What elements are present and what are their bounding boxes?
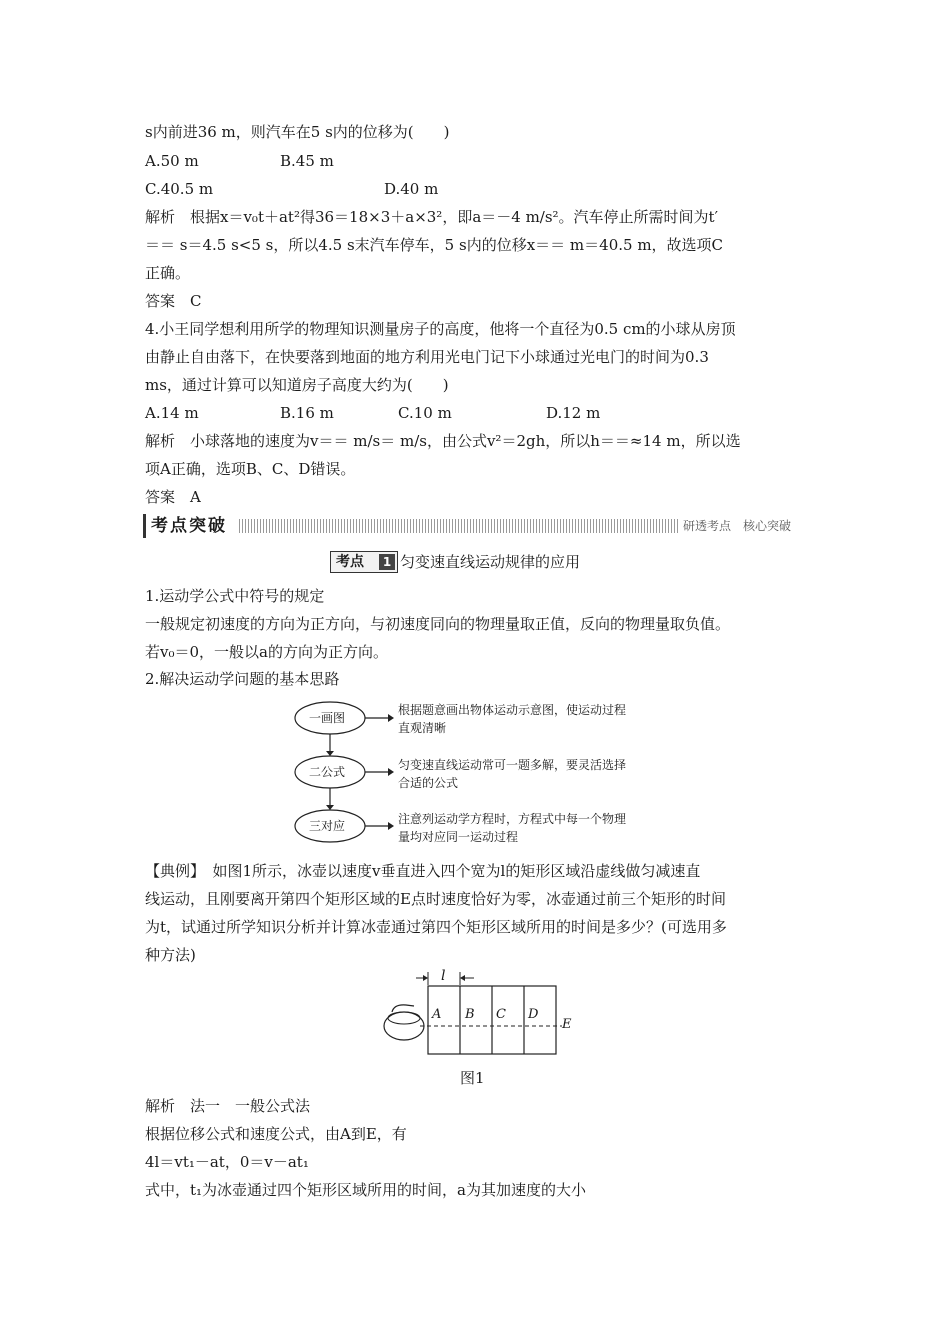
flow-step-2-desc: 合适的公式: [398, 776, 459, 790]
banner-subtitle: 研透考点 核心突破: [683, 519, 792, 533]
problem-4-text: 由静止自由落下，在快要落到地面的地方利用光电门记下小球通过光电门的时间为0.3: [145, 348, 709, 366]
solution-equation: 4l＝vt₁－at，0＝v－at₁: [145, 1153, 309, 1171]
solution-line: 项A正确，选项B、C、D错误。: [145, 460, 356, 478]
example-text: 线运动，且刚要离开第四个矩形区域的E点时速度恰好为零，冰壶通过前三个矩形的时间: [145, 890, 726, 908]
arrow-head: [388, 768, 394, 776]
solution-text: 根据位移公式和速度公式，由A到E，有: [145, 1125, 407, 1143]
problem-4-text: 4.小王同学想利用所学的物理知识测量房子的高度，他将一个直径为0.5 cm的小球从房顶: [145, 320, 736, 338]
solution-line: 解析 小球落地的速度为v＝＝ m/s＝ m/s，由公式v²＝2gh，所以h＝＝≈14 m，所以选: [145, 432, 741, 450]
point-label-e: E: [562, 1017, 572, 1032]
figure-caption: 图1: [460, 1069, 485, 1087]
topic-title: 匀变速直线运动规律的应用: [400, 553, 581, 571]
example-text: 为t，试通过所学知识分析并计算冰壶通过第四个矩形区域所用的时间是多少？(可选用多: [145, 918, 727, 936]
point-label-a: A: [432, 1007, 442, 1022]
topic-badge: [330, 551, 398, 573]
arrow-head: [388, 822, 394, 830]
option-c: C.40.5 m: [145, 180, 214, 198]
solution-heading: 解析 法一 一般公式法: [145, 1097, 311, 1115]
option-a: A.14 m: [145, 404, 199, 422]
example-text: 种方法): [145, 946, 196, 964]
topic-badge-label: 考点: [336, 554, 364, 570]
problem-3-text: s内前进36 m，则汽车在5 s内的位移为( ): [145, 123, 450, 141]
flow-step-2-desc: 匀变速直线运动常可一题多解，要灵活选择: [398, 758, 627, 772]
arrow-head: [326, 805, 334, 810]
point-label-b: B: [465, 1007, 475, 1022]
body-text: 一般规定初速度的方向为正方向，与初速度同向的物理量取正值，反向的物理量取负值。: [145, 615, 731, 633]
banner-divider: [239, 519, 679, 533]
option-d: D.40 m: [384, 180, 439, 198]
answer: 答案 A: [145, 488, 201, 506]
section-heading: 1.运动学公式中符号的规定: [145, 587, 325, 605]
curling-figure: [380, 968, 580, 1058]
section-heading: 2.解决运动学问题的基本思路: [145, 670, 340, 688]
flow-step-3-desc: 量均对应同一运动过程: [398, 830, 519, 844]
solution-line: 解析 根据x＝v₀t＋at²得36＝18×3＋a×3²，即a＝－4 m/s²。汽车停止所需时间为t′: [145, 208, 718, 226]
option-b: B.16 m: [280, 404, 334, 422]
curling-stone-icon: [384, 1005, 424, 1040]
option-a: A.50 m: [145, 152, 199, 170]
example-text: 【典例】 如图1所示，冰壶以速度v垂直进入四个宽为l的矩形区域沿虚线做匀减速直: [145, 862, 701, 880]
option-b: B.45 m: [280, 152, 334, 170]
option-d: D.12 m: [546, 404, 601, 422]
arrow-head: [388, 714, 394, 722]
body-text: 若v₀＝0，一般以a的方向为正方向。: [145, 643, 388, 661]
solution-line: ＝＝ s＝4.5 s<5 s，所以4.5 s末汽车停车，5 s内的位移x＝＝ m＝40.5 m，故选项C: [145, 236, 724, 254]
point-label-c: C: [496, 1007, 506, 1022]
flow-step-1-desc: 直观清晰: [398, 721, 447, 735]
answer: 答案 C: [145, 292, 202, 310]
solution-line: 正确。: [145, 264, 191, 282]
flow-step-2-label: 二公式: [309, 765, 346, 779]
arrow-head: [423, 975, 428, 981]
width-label: l: [441, 968, 446, 984]
topic-badge-number: 1: [379, 554, 395, 570]
section-banner: [143, 514, 813, 538]
flow-step-3-desc: 注意列运动学方程时，方程式中每一个物理: [398, 812, 627, 826]
arrow-head: [460, 975, 465, 981]
flow-step-1-desc: 根据题意画出物体运动示意图，使运动过程: [398, 703, 627, 717]
point-label-d: D: [528, 1007, 539, 1022]
banner-title: 考点突破: [143, 514, 233, 538]
flow-step-1-label: 一画图: [309, 711, 346, 725]
option-c: C.10 m: [398, 404, 452, 422]
arrow-head: [326, 751, 334, 756]
flow-step-3-label: 三对应: [309, 819, 346, 833]
solution-text: 式中，t₁为冰壶通过四个矩形区域所用的时间，a为其加速度的大小: [145, 1181, 586, 1199]
problem-4-text: ms，通过计算可以知道房子高度大约为( ): [145, 376, 449, 394]
